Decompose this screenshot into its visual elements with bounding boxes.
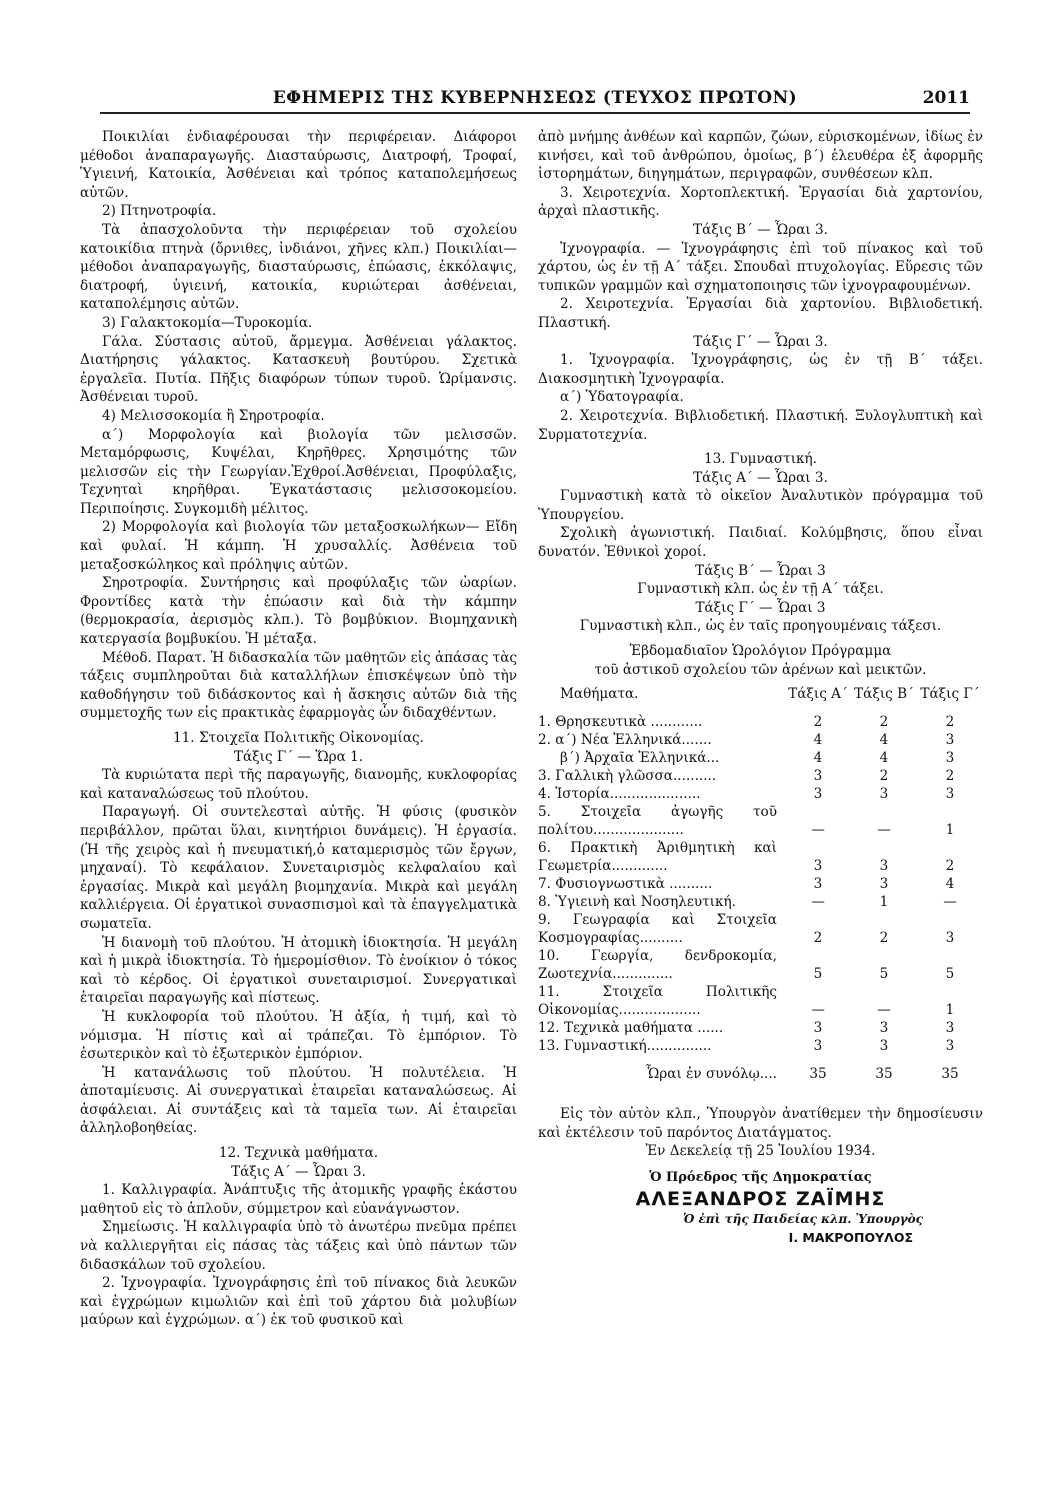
class-b-hours: 4: [879, 750, 889, 767]
class-hours: Τάξις Β΄ — Ὧραι 3: [695, 562, 826, 579]
schedule-title: Ἑβδομαδιαῖον Ὡρολόγιον Πρόγραμμα: [629, 643, 892, 660]
page-header: [100, 88, 970, 118]
paragraph: 2) Μορφολογία καὶ βιολογία τῶν μεταξοσκωλήκων— Εἴδη καὶ φυλαί. Ἡ κάμπη. Ἡ χρυσαλλίς. Ἀσθένεια τοῦ μεταξοσκώληκος καὶ πρόληψις αὐτῶν.: [80, 519, 517, 573]
paragraph: α΄) Ὑδατογραφία.: [560, 389, 684, 406]
paragraph: Τὰ ἀπασχολοῦντα τὴν περιφέρειαν τοῦ σχολείου κατοικίδια πτηνὰ (ὄρνιθες, ἰνδιάνοι, χῆνες κλπ.) Ποικιλίαι— μέθοδοι ἀναπαραγωγῆς, διασταύρωσις, ἐπώασις, ἐκκόλαψις, διατροφή, ὑγιεινή, κατοικία, κυριώτεραι ἀσθένειαι, καταπολέμησις αὐτῶν.: [80, 221, 517, 313]
table-row: [538, 803, 983, 839]
decree-date: Ἐν Δεκελείᾳ τῇ 25 Ἰουλίου 1934.: [645, 1143, 876, 1160]
paragraph: Ἡ κατανάλωσις τοῦ πλούτου. Ἡ πολυτέλεια. Ἡ ἀποταμίευσις. Αἱ συνεργατικαὶ ἑταιρεῖαι καταναλώσεως. Αἱ ἀσφάλειαι. Αἱ συντάξεις καὶ τὰ ταμεῖα των. Αἱ ἑταιρεῖαι ἀλληλοβοηθείας.: [80, 1064, 517, 1137]
total-b: 35: [875, 1066, 893, 1083]
subject-cell: 2. α΄) Νέα Ἑλληνικά.......: [538, 732, 712, 749]
class-a-hours: 2: [813, 930, 823, 947]
paragraph: 2. Χειροτεχνία. Ἐργασίαι διὰ χαρτονίου. Βιβλιοδετική. Πλαστική.: [538, 296, 983, 331]
class-a-hours: 3: [813, 768, 823, 785]
paragraph: Ἰχνογραφία. — Ἰχνογράφησις ἐπὶ τοῦ πίνακος καὶ τοῦ χάρτου, ὡς ἐν τῇ Α΄ τάξει. Σπουδαὶ πτυχολογίας. Εὕρεσις τῶν τυπικῶν γραμμῶν καὶ σχηματοποιησις τῶν ἰχνογραφουμένων.: [538, 240, 983, 294]
class-a-hours: —: [811, 894, 825, 911]
header-rule: [100, 112, 970, 114]
class-a-hours: 3: [813, 876, 823, 893]
class-b-hours: 1: [879, 894, 889, 911]
class-a-hours: 3: [813, 1020, 823, 1037]
subject-cell: 9. Γεωγραφία καὶ Στοιχεῖα Κοσμογραφίας..........: [538, 912, 777, 947]
class-c-hours: —: [943, 894, 957, 911]
class-c-hours: 1: [945, 822, 955, 839]
class-b-hours: 5: [879, 966, 889, 983]
class-hours: Τάξις Γ΄ — Ὥρα 1.: [233, 748, 364, 765]
paragraph: Ἡ διανομὴ τοῦ πλούτου. Ἡ ἀτομικὴ ἰδιοκτησία. Ἡ μεγάλη καὶ ἡ μικρὰ ἰδιοκτησία. Τὸ ἡμερομίσθιον. Τὸ ἐνοίκιον ὁ τόκος καὶ τὸ κέρδος. Οἱ ἐργατικοὶ συνεταιρισμοί. Συνεργατικαὶ ἑταιρεῖαι παραγωγῆς καὶ πίστεως.: [80, 934, 517, 1007]
class-c-hours: 3: [945, 786, 955, 803]
class-a-hours: 4: [813, 750, 823, 767]
class-a-hours: 3: [813, 1038, 823, 1055]
subject-cell: 3. Γαλλικὴ γλῶσσα..........: [538, 768, 717, 785]
section-title: 13. Γυμναστική.: [703, 451, 817, 468]
subject-cell: 1. Θρησκευτικὰ ............: [538, 714, 703, 731]
subject-cell: β΄) Ἀρχαῖα Ἑλληνικά...: [560, 750, 720, 767]
class-c-hours: 1: [945, 1002, 955, 1019]
total-a: 35: [809, 1066, 827, 1083]
class-c-hours: 4: [945, 876, 955, 893]
paragraph: Σηροτροφία. Συντήρησις καὶ προφύλαξις τῶν ὠαρίων. Φροντίδες κατὰ τὴν ἐπώασιν καὶ διὰ τὴν κάμπην (θερμοκρασία, ἀερισμὸς κλπ.). Τὸ βομβύκιον. Βιομηχανικὴ κατεργασία βομβυκίου. Ἡ μέταξα.: [80, 575, 517, 648]
table-row: [538, 875, 983, 893]
subject-cell: 4. Ἱστορία.....................: [538, 786, 701, 803]
class-hours: Τάξις Α΄ — Ὧραι 3.: [693, 469, 828, 486]
class-c-hours: 5: [945, 966, 955, 983]
class-hours: Τάξις Γ΄ — Ὧραι 3: [695, 599, 826, 616]
table-row: [538, 839, 983, 875]
table-row: [538, 713, 983, 731]
subject-cell: 11. Στοιχεῖα Πολιτικῆς Οἰκονομίας...................: [538, 984, 777, 1019]
class-a-hours: 3: [813, 858, 823, 875]
paragraph: Γυμναστικὴ κλπ., ὡς ἐν ταῖς προηγουμέναις τάξεσι.: [579, 618, 942, 635]
class-c-hours: 2: [945, 768, 955, 785]
paragraph: ἀπὸ μνήμης ἀνθέων καὶ καρπῶν, ζώων, εὑρισκομένων, ἰδίως ἐν κινήσει, καὶ τοῦ ἀνθρώπου, ὁμοίως, β΄) ἐλευθέρα ἐξ ἀφορμῆς ἱστορημάτων, διηγημάτων, περιγραφῶν, συνθέσεων κλπ.: [538, 129, 983, 183]
table-header-row: [538, 685, 983, 713]
table-row: [538, 767, 983, 785]
class-c-hours: 2: [945, 714, 955, 731]
table-row: [538, 731, 983, 749]
class-c-hours: 3: [945, 732, 955, 749]
class-b-hours: 4: [879, 732, 889, 749]
total-c: 35: [941, 1066, 959, 1083]
section-heading: 4) Μελισσοκομία ἢ Σηροτροφία.: [102, 407, 325, 424]
subject-cell: 6. Πρακτικὴ Ἀριθμητικὴ καὶ Γεωμετρία.............: [538, 840, 777, 875]
class-b-hours: 2: [879, 714, 889, 731]
class-b-hours: 3: [879, 786, 889, 803]
class-b-hours: 2: [879, 768, 889, 785]
class-b-hours: 3: [879, 876, 889, 893]
section-heading: 2) Πτηνοτροφία.: [102, 203, 217, 220]
class-b-hours: —: [877, 822, 891, 839]
class-a-hours: —: [811, 822, 825, 839]
minister-name: Ι. ΜΑΚΡΟΠΟΥΛΟΣ: [788, 1229, 913, 1245]
signature-block: [538, 1169, 983, 1208]
class-a-hours: 3: [813, 786, 823, 803]
class-b-hours: 3: [879, 1038, 889, 1055]
table-row: [538, 785, 983, 803]
class-b-hours: 3: [879, 858, 889, 875]
class-c-hours: 3: [945, 1020, 955, 1037]
paragraph: Ποικιλίαι ἐνδιαφέρουσαι τὴν περιφέρειαν. Διάφοροι μέθοδοι ἀναπαραγωγῆς. Διασταύρωσις, Διατροφή, Τροφαί, Ὑγιεινή, Κατοικία, Ἀσθένειαι καὶ τρόπος καταπολεμήσεως αὐτῶν.: [80, 129, 517, 201]
paragraph: Γυμναστικὴ κατὰ τὸ οἰκεῖον Ἀναλυτικὸν πρόγραμμα τοῦ Ὑπουργείου.: [538, 488, 983, 523]
class-c-hours: 3: [945, 1038, 955, 1055]
class-c-hours: 2: [945, 858, 955, 875]
class-c-hours: 3: [945, 750, 955, 767]
section-heading: 3) Γαλακτοκομία—Τυροκομία.: [102, 314, 313, 331]
table-row: [538, 749, 983, 767]
paragraph: 2. Ἰχνογραφία. Ἰχνογράφησις ἐπὶ τοῦ πίνακος διὰ λευκῶν καὶ ἐγχρώμων κιμωλιῶν καὶ ἐπὶ τοῦ χάρτου διὰ μολυβίων μαύρων καὶ ἐγχρώμων. α΄) ἐκ τοῦ φυσικοῦ καὶ: [80, 1275, 517, 1329]
table-row: [538, 911, 983, 947]
table-row: [538, 947, 983, 983]
class-hours: Τάξις Β΄ — Ὧραι 3.: [693, 221, 828, 238]
class-a-hours: 5: [813, 966, 823, 983]
table-row: [538, 1037, 983, 1055]
paragraph: Γυμναστικὴ κλπ. ὡς ἐν τῇ Α΄ τάξει.: [637, 581, 884, 598]
table-row: [538, 983, 983, 1019]
minister-title: Ὁ ἐπὶ τῆς Παιδείας κλπ. Ὑπουργὸς: [683, 1212, 923, 1227]
page-number: 2011: [922, 88, 970, 108]
subject-cell: 5. Στοιχεῖα ἀγωγῆς τοῦ πολίτου.....................: [538, 804, 777, 839]
column-header: Μαθήματα.: [560, 686, 639, 703]
class-hours: Τάξις Α΄ — Ὧραι 3.: [231, 1163, 366, 1180]
paragraph: Μέθοδ. Παρατ. Ἡ διδασκαλία τῶν μαθητῶν εἰς ἁπάσας τὰς τάξεις συμπληροῦται διὰ καταλλήλων ἐπισκέψεων ὑπὸ τὴν καθοδήγησιν τοῦ διδάσκοντος καὶ ἡ ἄσκησις αὐτῶν διὰ τῆς συμμετοχῆς των εἰς πρακτικὰς ἐφαρμογὰς ὧν διδαχθέντων.: [80, 649, 517, 722]
paragraph: Γάλα. Σύστασις αὐτοῦ, ἄρμεγμα. Ἀσθένειαι γάλακτος. Διατήρησις γάλακτος. Κατασκευὴ βουτύρου. Σχετικὰ ἐργαλεῖα. Πυτία. Πῆξις διαφόρων τύπων τυροῦ. Ὡρίμανσις. Ἀσθένειαι τυροῦ.: [80, 333, 517, 406]
subject-cell: 13. Γυμναστική...............: [538, 1038, 712, 1055]
paragraph: Σχολικὴ ἀγωνιστική. Παιδιαί. Κολύμβησις, ὅπου εἶναι δυνατόν. Ἐθνικοὶ χοροί.: [538, 525, 983, 561]
class-b-hours: 3: [879, 1020, 889, 1037]
subject-cell: 8. Ὑγιεινὴ καὶ Νοσηλευτική.: [538, 894, 736, 911]
section-title: 12. Τεχνικὰ μαθήματα.: [218, 1145, 379, 1162]
class-b-hours: —: [877, 1002, 891, 1019]
class-c-hours: 3: [945, 930, 955, 947]
paragraph: Τὰ κυριώτατα περὶ τῆς παραγωγῆς, διανομῆς, κυκλοφορίας καὶ καταναλώσεως τοῦ πλούτου.: [80, 767, 517, 802]
paragraph: 3. Χειροτεχνία. Χορτοπλεκτική. Ἐργασίαι διὰ χαρτονίου, ἀρχαὶ πλαστικῆς.: [538, 184, 983, 220]
right-column: [538, 128, 983, 1247]
paragraph: 2. Χειροτεχνία. Βιβλιοδετική. Πλαστική. Ξυλογλυπτικὴ καὶ Συρματοτεχνία.: [538, 407, 983, 443]
paragraph: 1. Καλλιγραφία. Ἀνάπτυξις τῆς ἀτομικῆς γραφῆς ἑκάστου μαθητοῦ εἰς τὸ ἁπλοῦν, σύμμετρον καὶ εὐανάγνωστον.: [80, 1182, 517, 1217]
subject-cell: 12. Τεχνικὰ μαθήματα ......: [538, 1020, 724, 1037]
president-title: Ὁ Πρόεδρος τῆς Δημοκρατίας: [649, 1170, 872, 1185]
gazette-title: ΕΦΗΜΕΡΙΣ ΤΗΣ ΚΥΒΕΡΝΗΣΕΩΣ (ΤΕΥΧΟΣ ΠΡΩΤΟΝ): [272, 88, 798, 108]
class-hours: Τάξις Γ΄ — Ὧραι 3.: [693, 333, 828, 350]
class-b-hours: 2: [879, 930, 889, 947]
paragraph: Σημείωσις. Ἡ καλλιγραφία ὑπὸ τὸ ἀνωτέρω πνεῦμα πρέπει νὰ καλλιεργῆται εἰς πάσας τὰς τάξεις καὶ ὑπὸ πάντων τῶν διδασκάλων τοῦ σχολείου.: [80, 1219, 517, 1273]
column-header: Τάξις Α΄: [788, 686, 848, 703]
column-header: Τάξις Γ΄: [920, 686, 980, 703]
table-row: [538, 1019, 983, 1037]
closing-paragraph: Εἰς τὸν αὐτὸν κλπ., Ὑπουργὸν ἀνατίθεμεν τὴν δημοσίευσιν καὶ ἐκτέλεσιν τοῦ παρόντος Διατάγματος.: [538, 1106, 983, 1141]
paragraph: Παραγωγή. Οἱ συντελεσταὶ αὐτῆς. Ἡ φύσις (φυσικὸν περιβάλλον, πρῶται ὕλαι, κινητήριοι δυνάμεις). Ἡ ἐργασία. (Ἡ τῆς χειρὸς καὶ ἡ πνευματική,ὁ καταμερισμὸς τῶν ἔργων, μηχαναί). Τὸ κεφάλαιον. Συνεταιρισμὸς κελφαλαίου καὶ ἐργασίας. Μικρὰ καὶ μεγάλη βιομηχανία. Μικρὰ καὶ μεγάλη καλλιέργεια. Οἱ ἐργατικοὶ συνασπισμοὶ καὶ τὰ ἐπαγγελματικὰ σωματεῖα.: [80, 804, 517, 932]
subject-cell: 7. Φυσιογνωστικὰ ..........: [538, 876, 713, 893]
column-header: Τάξις Β΄: [854, 686, 914, 703]
subject-cell: 10. Γεωργία, δενδροκομία, Ζωοτεχνία..............: [538, 948, 777, 983]
paragraph: Ἡ κυκλοφορία τοῦ πλούτου. Ἡ ἀξία, ἡ τιμή, καὶ τὸ νόμισμα. Ἡ πίστις καὶ αἱ τράπεζαι. Τὸ ἐμπόριον. Τὸ ἐσωτερικὸν καὶ τὸ ἐξωτερικὸν ἐμπόριον.: [80, 1008, 517, 1063]
table-total-row: [538, 1055, 983, 1083]
class-a-hours: 2: [813, 714, 823, 731]
section-title: 11. Στοιχεῖα Πολιτικῆς Οἰκονομίας.: [173, 730, 424, 746]
weekly-schedule-table: [538, 685, 983, 1083]
president-name: ΑΛΕΞΑΝΔΡΟΣ ΖΑΪΜΗΣ: [635, 1187, 886, 1210]
total-label: Ὧραι ἐν συνόλῳ....: [646, 1066, 777, 1083]
paragraph: 1. Ἰχνογραφία. Ἰχνογράφησις, ὡς ἐν τῇ Β΄ τάξει. Διακοσμητικὴ Ἰχνογραφία.: [538, 352, 983, 387]
class-a-hours: —: [811, 1002, 825, 1019]
schedule-subtitle: τοῦ ἀστικοῦ σχολείου τῶν ἀρένων καὶ μεικτῶν.: [594, 661, 927, 678]
left-column: [80, 128, 517, 1330]
class-a-hours: 4: [813, 732, 823, 749]
table-row: [538, 893, 983, 911]
paragraph: α΄) Μορφολογία καὶ βιολογία τῶν μελισσῶν. Μεταμόρφωσις, Κυψέλαι, Κηρῆθρες. Χρησιμότης τῶν μελισσῶν εἰς τὴν Γεωργίαν.Ἐχθροί.Ἀσθένειαι, Προφύλαξις, Τεχνηταὶ κηρῆθραι. Ἐγκατάστασις μελισσοκομείου. Περιποίησις. Συγκομιδὴ μέλιτος.: [80, 426, 517, 517]
